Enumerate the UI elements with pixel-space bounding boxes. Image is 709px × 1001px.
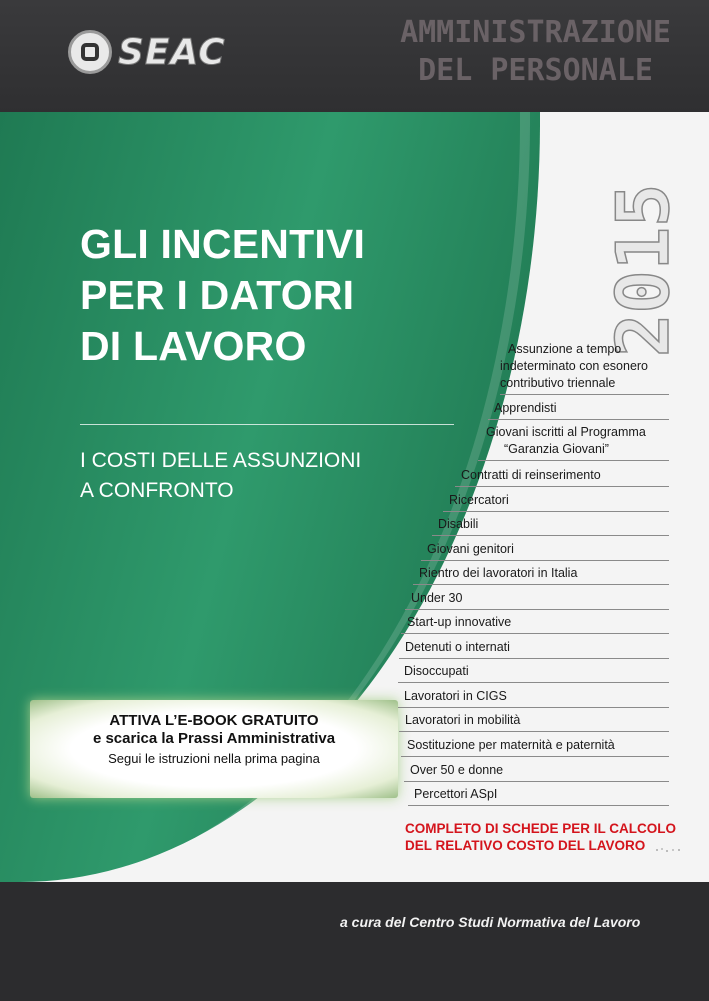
topic-line: Contratti di reinserimento xyxy=(461,468,601,482)
topic-item xyxy=(443,492,669,512)
topic-item xyxy=(432,516,669,536)
logo-text: SEAC xyxy=(118,31,226,73)
notice-line-1: COMPLETO DI SCHEDE PER IL CALCOLO xyxy=(405,821,677,836)
topic-line: “Garanzia Giovani” xyxy=(504,442,609,456)
logo-mark-icon xyxy=(68,30,112,74)
bottom-band xyxy=(0,882,709,1001)
notice-line-2: DEL RELATIVO COSTO DEL LAVORO xyxy=(405,838,646,853)
topic-line: Disabili xyxy=(438,517,479,531)
topic-line: Detenuti o internati xyxy=(405,640,510,654)
series-line-2: DEL PERSONALE xyxy=(418,53,653,88)
topic-line: Apprendisti xyxy=(494,401,557,415)
topic-line: Giovani genitori xyxy=(427,542,514,556)
topic-item xyxy=(408,786,669,806)
series-title xyxy=(400,14,671,90)
ebook-line-3: Segui le istruzioni nella prima pagina xyxy=(108,751,320,766)
topic-line: Lavoratori in mobilità xyxy=(405,713,521,727)
topic-line: Sostituzione per maternità e paternità xyxy=(407,738,615,752)
topic-line: Giovani iscritti al Programma xyxy=(486,425,646,439)
topic-line: Assunzione a tempo xyxy=(508,342,622,356)
topic-line: indeterminato con esonero xyxy=(500,359,649,373)
topic-item xyxy=(401,614,669,634)
topic-item xyxy=(398,663,669,683)
ebook-line-1: ATTIVA L’E-BOOK GRATUITO xyxy=(109,712,319,729)
topic-item xyxy=(404,762,669,782)
ebook-line-2: e scarica la Prassi Amministrativa xyxy=(92,730,336,747)
topic-item xyxy=(401,737,669,757)
subtitle-line-2: A CONFRONTO xyxy=(80,479,234,502)
topic-line: Start-up innovative xyxy=(407,615,512,629)
topic-item xyxy=(398,688,669,708)
topic-item xyxy=(500,341,669,395)
top-band xyxy=(0,0,709,112)
topic-line: Under 30 xyxy=(411,591,463,605)
topic-line: Ricercatori xyxy=(449,493,509,507)
notice xyxy=(405,820,676,854)
editor-credit: a cura del Centro Studi Normativa del Lavoro xyxy=(340,914,641,930)
title-line-2: PER I DATORI xyxy=(80,272,355,318)
topic-line: Lavoratori in CIGS xyxy=(404,689,507,703)
topic-item xyxy=(421,541,669,561)
topic-item xyxy=(455,467,669,487)
subtitle-line-1: I COSTI DELLE ASSUNZIONI xyxy=(80,449,362,472)
topic-item xyxy=(413,565,669,585)
title-line-3: DI LAVORO xyxy=(80,323,307,369)
topic-line: contributivo triennale xyxy=(500,376,616,390)
series-line-1: AMMINISTRAZIONE xyxy=(400,15,671,50)
year-text: 2015 xyxy=(601,183,685,357)
topic-item xyxy=(405,590,669,610)
topic-item xyxy=(488,400,669,420)
decorative-dots xyxy=(654,846,684,854)
main-area xyxy=(0,112,709,882)
title-line-1: GLI INCENTIVI xyxy=(80,221,366,267)
publisher-logo xyxy=(68,30,226,74)
topic-list xyxy=(0,112,709,882)
topic-line: Disoccupati xyxy=(404,664,469,678)
topic-item xyxy=(399,639,669,659)
topic-line: Percettori ASpI xyxy=(414,787,498,801)
topic-item xyxy=(478,424,669,461)
topic-line: Rientro dei lavoratori in Italia xyxy=(419,566,578,580)
topic-item xyxy=(399,712,669,732)
topic-line: Over 50 e donne xyxy=(410,763,504,777)
